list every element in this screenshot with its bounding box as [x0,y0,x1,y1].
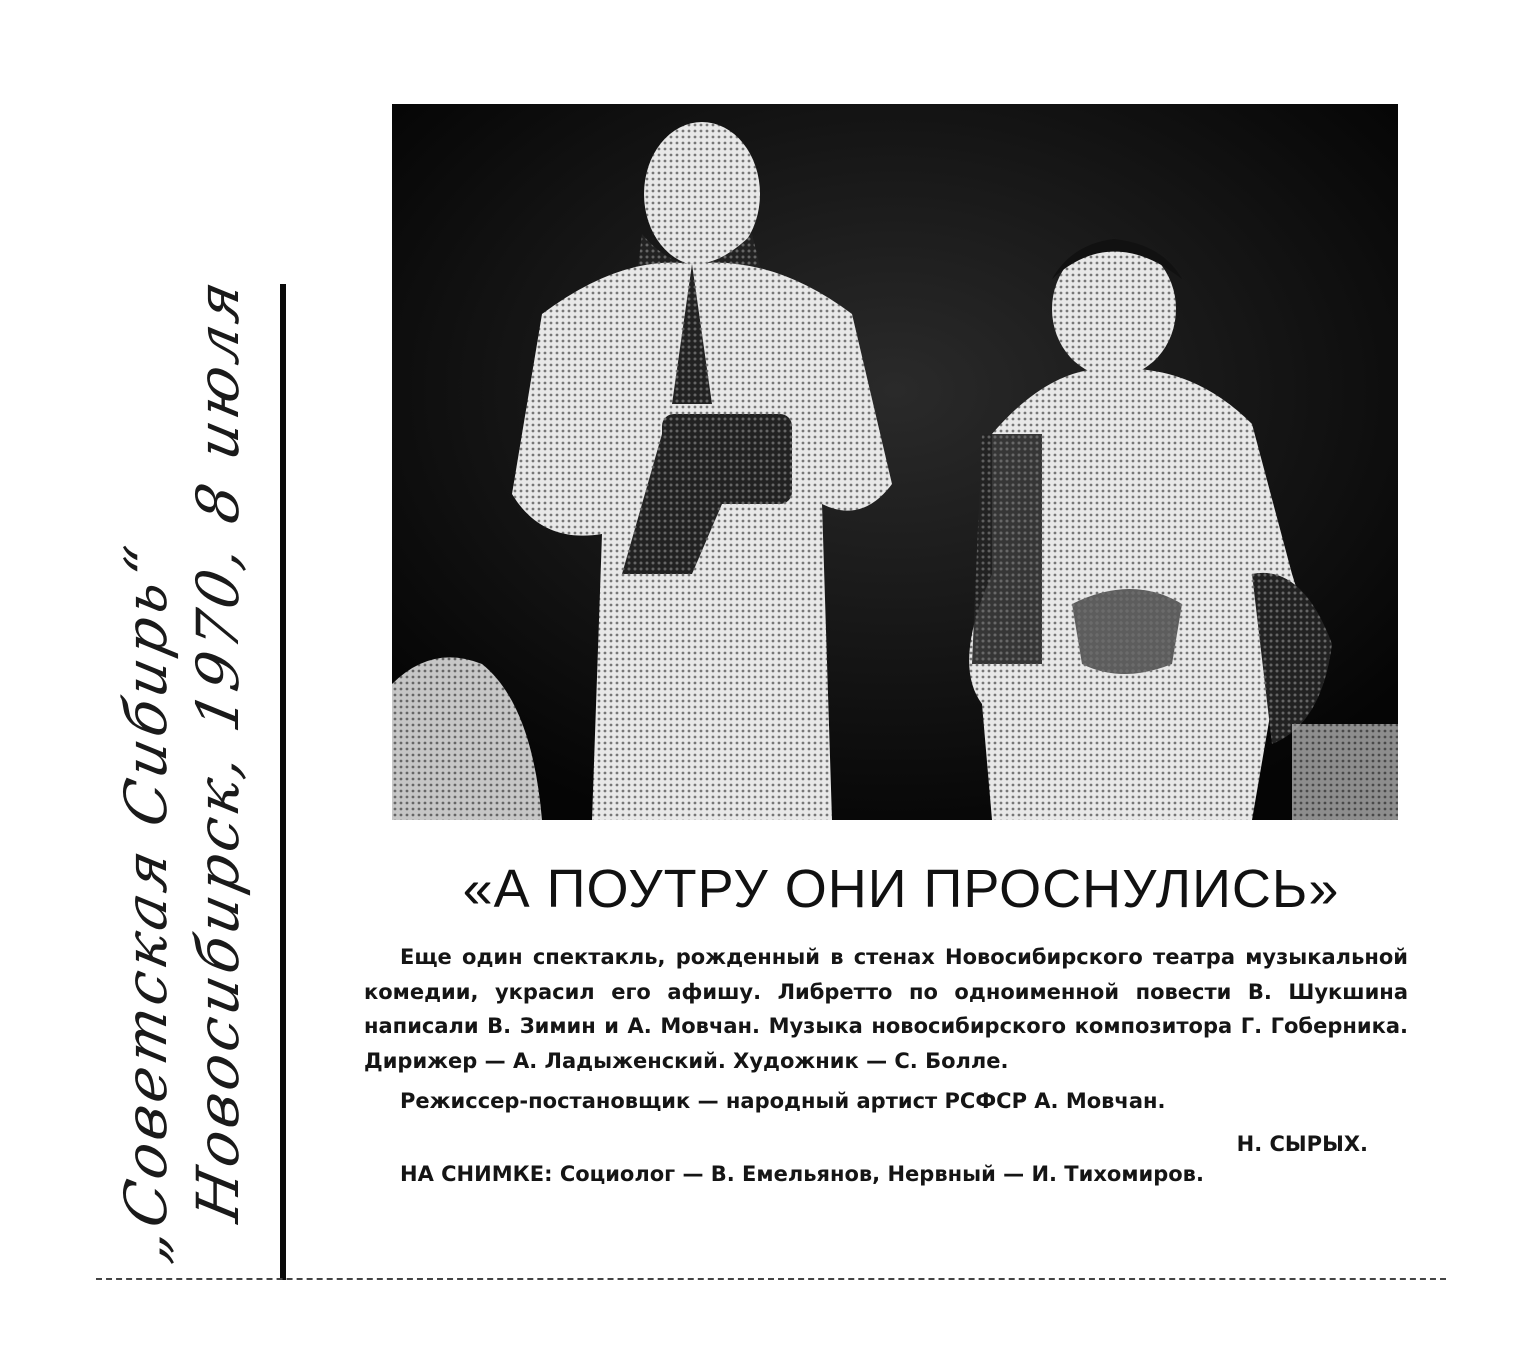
article-body [364,940,1408,1192]
clipping-bottom-edge [96,1278,1446,1280]
theatre-photo [392,104,1398,820]
article-paragraph-2: Режиссер-постановщик — народный артист РСФСР А. Мовчан. [400,1089,1166,1113]
handwritten-annotation [110,271,270,1268]
article-paragraph-1: Еще один спектакль, рожденный в стенах Новосибирского театра музыкальной комедии, украсил его афишу. Либретто по одноименной повести В. Шукшина написали В. Зимин и А. Мовчан. Музыка новосибирского композитора Г. Гоберника. Дирижер — А. Ладыженский. Художник — С. Болле. [364,945,1408,1073]
vertical-rule [280,284,286,1280]
article-signature: Н. СЫРЫХ. [1236,1131,1368,1156]
handwritten-place-date: Новосибирск, 1970, 8 июля [184,271,252,1228]
article-headline: «А ПОУТРУ ОНИ ПРОСНУЛИСЬ» [462,859,1340,919]
handwritten-source: „Советская Сибирь“ [112,536,180,1268]
photo-caption: НА СНИМКЕ: Социолог — В. Емельянов, Нервный — И. Тихомиров. [400,1162,1204,1186]
photo-illustration [392,104,1398,820]
